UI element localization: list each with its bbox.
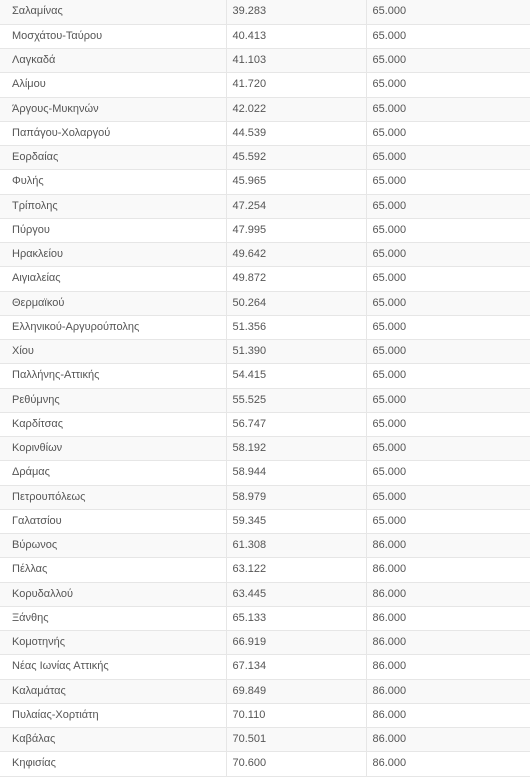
threshold-cell: 86.000 — [366, 703, 530, 727]
value-cell: 54.415 — [226, 364, 366, 388]
value-cell: 63.122 — [226, 558, 366, 582]
municipality-cell: Λαγκαδά — [0, 49, 226, 73]
value-cell: 45.965 — [226, 170, 366, 194]
table-row — [0, 340, 530, 364]
table-row — [0, 485, 530, 509]
municipality-cell: Παλλήνης-Αττικής — [0, 364, 226, 388]
threshold-cell: 65.000 — [366, 170, 530, 194]
municipality-cell: Καβάλας — [0, 728, 226, 752]
value-cell: 50.264 — [226, 291, 366, 315]
threshold-cell: 65.000 — [366, 485, 530, 509]
threshold-cell: 86.000 — [366, 655, 530, 679]
value-cell: 59.345 — [226, 509, 366, 533]
municipality-cell: Χίου — [0, 340, 226, 364]
table-row — [0, 679, 530, 703]
value-cell: 39.283 — [226, 0, 366, 24]
value-cell: 56.747 — [226, 412, 366, 436]
table-row — [0, 606, 530, 630]
value-cell: 70.110 — [226, 703, 366, 727]
table-row — [0, 388, 530, 412]
threshold-cell: 65.000 — [366, 24, 530, 48]
municipality-cell: Εορδαίας — [0, 146, 226, 170]
threshold-cell: 86.000 — [366, 679, 530, 703]
threshold-cell: 65.000 — [366, 509, 530, 533]
value-cell: 55.525 — [226, 388, 366, 412]
municipality-cell: Πυλαίας-Χορτιάτη — [0, 703, 226, 727]
threshold-cell: 86.000 — [366, 558, 530, 582]
threshold-cell: 65.000 — [366, 121, 530, 145]
municipality-cell: Θερμαϊκού — [0, 291, 226, 315]
municipality-cell: Νέας Ιωνίας Αττικής — [0, 655, 226, 679]
value-cell: 47.254 — [226, 194, 366, 218]
value-cell: 66.919 — [226, 631, 366, 655]
threshold-cell: 65.000 — [366, 437, 530, 461]
threshold-cell: 65.000 — [366, 73, 530, 97]
value-cell: 44.539 — [226, 121, 366, 145]
table-row — [0, 437, 530, 461]
threshold-cell: 65.000 — [366, 194, 530, 218]
value-cell: 49.642 — [226, 243, 366, 267]
threshold-cell: 65.000 — [366, 218, 530, 242]
table-row — [0, 703, 530, 727]
municipality-cell: Αλίμου — [0, 73, 226, 97]
municipality-cell: Κηφισίας — [0, 752, 226, 776]
municipality-cell: Κορινθίων — [0, 437, 226, 461]
table-row — [0, 752, 530, 776]
table-row — [0, 194, 530, 218]
value-cell: 58.979 — [226, 485, 366, 509]
municipality-cell: Γαλατσίου — [0, 509, 226, 533]
municipality-cell: Ελληνικού-Αργυρούπολης — [0, 315, 226, 339]
value-cell: 63.445 — [226, 582, 366, 606]
threshold-cell: 65.000 — [366, 49, 530, 73]
table-row — [0, 364, 530, 388]
table-row — [0, 728, 530, 752]
threshold-cell: 86.000 — [366, 582, 530, 606]
table-row — [0, 146, 530, 170]
table-row — [0, 97, 530, 121]
municipality-cell: Πετρουπόλεως — [0, 485, 226, 509]
municipality-cell: Άργους-Μυκηνών — [0, 97, 226, 121]
municipality-cell: Μοσχάτου-Ταύρου — [0, 24, 226, 48]
municipality-cell: Δράμας — [0, 461, 226, 485]
threshold-cell: 65.000 — [366, 412, 530, 436]
table-row — [0, 267, 530, 291]
municipality-cell: Κορυδαλλού — [0, 582, 226, 606]
value-cell: 58.192 — [226, 437, 366, 461]
table-row — [0, 49, 530, 73]
threshold-cell: 86.000 — [366, 534, 530, 558]
threshold-cell: 65.000 — [366, 461, 530, 485]
threshold-cell: 65.000 — [366, 364, 530, 388]
value-cell: 47.995 — [226, 218, 366, 242]
threshold-cell: 86.000 — [366, 752, 530, 776]
threshold-cell: 65.000 — [366, 0, 530, 24]
municipality-cell: Σαλαμίνας — [0, 0, 226, 24]
value-cell: 49.872 — [226, 267, 366, 291]
table-row — [0, 170, 530, 194]
table-row — [0, 121, 530, 145]
table-row — [0, 558, 530, 582]
value-cell: 67.134 — [226, 655, 366, 679]
municipality-cell: Πέλλας — [0, 558, 226, 582]
table-row — [0, 461, 530, 485]
municipality-cell: Ρεθύμνης — [0, 388, 226, 412]
table-row — [0, 534, 530, 558]
municipality-cell: Κομοτηνής — [0, 631, 226, 655]
value-cell: 40.413 — [226, 24, 366, 48]
municipality-cell: Καρδίτσας — [0, 412, 226, 436]
table-row — [0, 412, 530, 436]
value-cell: 41.103 — [226, 49, 366, 73]
municipality-cell: Τρίπολης — [0, 194, 226, 218]
table-row — [0, 24, 530, 48]
value-cell: 42.022 — [226, 97, 366, 121]
value-cell: 69.849 — [226, 679, 366, 703]
table-row — [0, 655, 530, 679]
municipality-cell: Βύρωνος — [0, 534, 226, 558]
municipality-cell: Καλαμάτας — [0, 679, 226, 703]
table-row — [0, 291, 530, 315]
threshold-cell: 65.000 — [366, 267, 530, 291]
value-cell: 58.944 — [226, 461, 366, 485]
municipality-cell: Πύργου — [0, 218, 226, 242]
value-cell: 61.308 — [226, 534, 366, 558]
threshold-cell: 65.000 — [366, 291, 530, 315]
value-cell: 70.501 — [226, 728, 366, 752]
threshold-cell: 65.000 — [366, 146, 530, 170]
value-cell: 65.133 — [226, 606, 366, 630]
municipality-cell: Αιγιαλείας — [0, 267, 226, 291]
table-row — [0, 218, 530, 242]
threshold-cell: 86.000 — [366, 631, 530, 655]
threshold-cell: 65.000 — [366, 97, 530, 121]
value-cell: 51.390 — [226, 340, 366, 364]
table-row — [0, 582, 530, 606]
municipality-cell: Ξάνθης — [0, 606, 226, 630]
value-cell: 70.600 — [226, 752, 366, 776]
municipality-cell: Φυλής — [0, 170, 226, 194]
table-row — [0, 631, 530, 655]
threshold-cell: 86.000 — [366, 606, 530, 630]
threshold-cell: 86.000 — [366, 728, 530, 752]
threshold-cell: 65.000 — [366, 243, 530, 267]
value-cell: 51.356 — [226, 315, 366, 339]
threshold-cell: 65.000 — [366, 315, 530, 339]
municipality-cell: Ηρακλείου — [0, 243, 226, 267]
value-cell: 45.592 — [226, 146, 366, 170]
value-cell: 41.720 — [226, 73, 366, 97]
municipality-cell: Παπάγου-Χολαργού — [0, 121, 226, 145]
table-row — [0, 243, 530, 267]
threshold-cell: 65.000 — [366, 388, 530, 412]
table-row — [0, 509, 530, 533]
table-row — [0, 0, 530, 24]
threshold-cell: 65.000 — [366, 340, 530, 364]
table-row — [0, 315, 530, 339]
table-row — [0, 73, 530, 97]
